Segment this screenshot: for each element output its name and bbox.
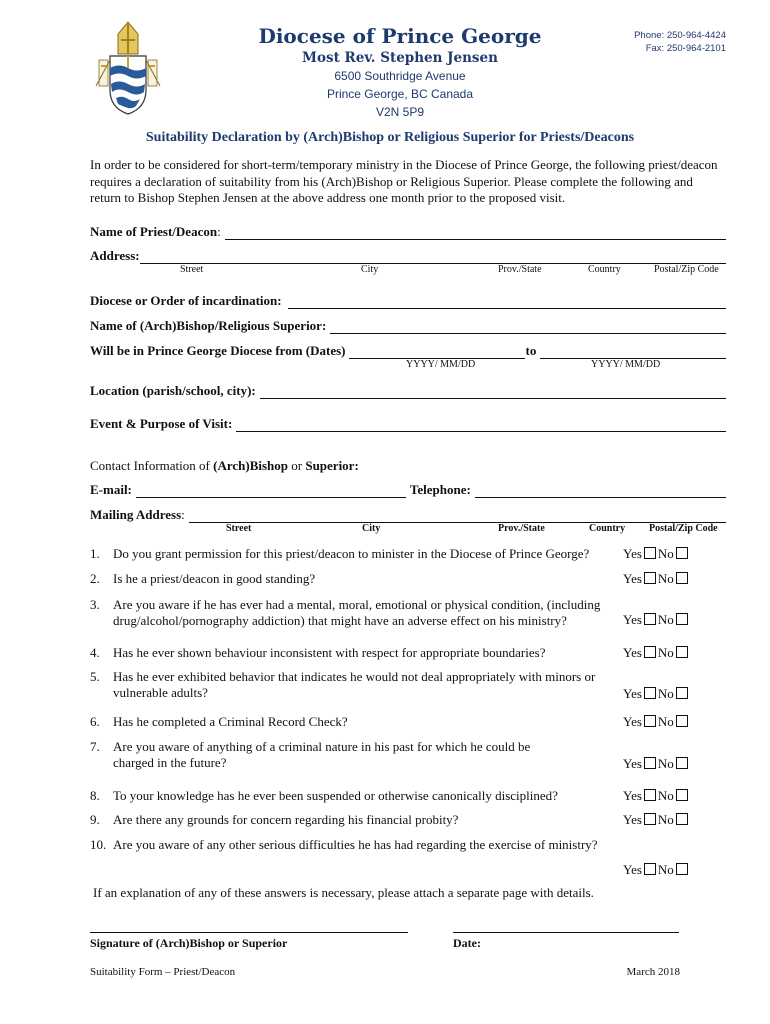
yes-checkbox[interactable] [644,687,656,699]
yes-checkbox[interactable] [644,813,656,825]
question-text-continued: vulnerable adults? [113,685,208,700]
yes-no-group [623,612,690,628]
address-sub-street: Street [180,264,204,275]
question-number: 8. [90,788,100,803]
yes-checkbox[interactable] [644,789,656,801]
diocese-label: Diocese or Order of incardination: [90,293,282,308]
bishop-name: Most Rev. Stephen Jensen [302,50,498,66]
contact-intro-a: Contact Information of [90,458,214,473]
question-number: 2. [90,571,100,586]
no-label: No [657,862,674,877]
name-colon: : [217,224,221,239]
no-checkbox[interactable] [676,715,688,727]
diocese-input-line[interactable] [288,293,726,309]
yes-checkbox[interactable] [644,715,656,727]
yes-no-group [623,546,690,562]
footer-form-name: Suitability Form – Priest/Deacon [90,966,236,978]
address-line-1: 6500 Southridge Avenue [334,69,466,83]
dates-label: Will be in Prince George Diocese from (Dates) [90,343,346,358]
question-number: 1. [90,546,100,561]
mailing-sub-country: Country [589,523,626,534]
no-label: No [657,788,674,803]
question-text: Are you aware if he has ever had a mental, moral, emotional or physical condition, (including [113,597,601,612]
question-text: Are you aware of anything of a criminal nature in his past for which he could be [113,739,531,754]
yes-no-group [623,571,690,587]
name-input-line[interactable] [225,224,726,240]
address-sub-country: Country [588,264,621,275]
date-from-input-line[interactable] [349,343,525,359]
question-text-continued: drug/alcohol/pornography addiction) that might have an adverse effect on his ministry? [113,613,567,628]
question-number: 5. [90,669,100,684]
date-to-input-line[interactable] [540,343,726,359]
email-telephone-row [90,482,726,498]
question-number: 9. [90,812,100,827]
yes-label: Yes [623,546,642,561]
location-field-row [90,383,726,399]
no-label: No [657,686,674,701]
postal-code: V2N 5P9 [375,105,425,119]
dates-to-label: to [525,343,537,358]
contact-intro-d: Superior: [305,458,359,473]
fax: Fax: 250-964-2101 [645,43,726,54]
superior-field-row [90,318,726,334]
email-input-line[interactable] [136,482,406,498]
address-sub-postal: Postal/Zip Code [654,264,719,275]
no-checkbox[interactable] [676,572,688,584]
question-text: Has he ever shown behaviour inconsistent with respect for appropriate boundaries? [113,645,546,660]
phone: Phone: 250-964-4424 [634,30,726,41]
question-number: 3. [90,597,100,612]
yes-label: Yes [623,788,642,803]
yes-no-group [623,862,690,878]
intro-paragraph: In order to be considered for short-term/temporary ministry in the Diocese of Prince George, the following priest/deacon requires a declaration of suitability from his (Arch)Bishop or Religious Superior. Please complete the following and return to Bishop Stephen Jensen at the above address one month prior to the proposed visit. [90,157,718,205]
date-from-format: YYYY/ MM/DD [406,359,476,370]
superior-input-line[interactable] [330,318,726,334]
no-label: No [657,714,674,729]
question-number: 4. [90,645,100,660]
mailing-address-row [90,507,726,523]
date-to-format: YYYY/ MM/DD [591,359,661,370]
address-line-2: Prince George, BC Canada [326,87,474,101]
question-text: Has he ever exhibited behavior that indicates he would not deal appropriately with minors or [113,669,596,684]
no-checkbox[interactable] [676,757,688,769]
yes-checkbox[interactable] [644,757,656,769]
mailing-sub-prov: Prov./State [498,523,545,534]
yes-checkbox[interactable] [644,613,656,625]
name-field-row [90,224,726,240]
question-text-continued: charged in the future? [113,755,227,770]
contact-intro-c: or [288,458,306,473]
yes-label: Yes [623,612,642,627]
event-input-line[interactable] [236,416,726,432]
form-title: Suitability Declaration by (Arch)Bishop or Religious Superior for Priests/Deacons [145,130,635,145]
question-number: 6. [90,714,100,729]
yes-no-group [623,756,690,772]
yes-label: Yes [623,571,642,586]
no-checkbox[interactable] [676,646,688,658]
yes-label: Yes [623,686,642,701]
yes-no-group [623,686,690,702]
signature-input-line[interactable] [90,920,408,933]
address-label: Address: [90,248,140,263]
no-checkbox[interactable] [676,687,688,699]
date-input-line[interactable] [453,920,679,933]
yes-checkbox[interactable] [644,547,656,559]
yes-no-group [623,812,690,828]
question-text: To your knowledge has he ever been suspended or otherwise canonically disciplined? [113,788,558,803]
question-text: Are there any grounds for concern regarding his financial probity? [113,812,459,827]
no-checkbox[interactable] [676,863,688,875]
yes-no-group [623,788,690,804]
yes-checkbox[interactable] [644,646,656,658]
yes-label: Yes [623,812,642,827]
no-label: No [657,812,674,827]
no-label: No [657,612,674,627]
yes-checkbox[interactable] [644,863,656,875]
question-text: Is he a priest/deacon in good standing? [113,571,316,586]
address-sub-city: City [361,264,379,275]
event-field-row [90,416,726,432]
address-input-line[interactable] [140,248,726,264]
explanation-note: If an explanation of any of these answers is necessary, please attach a separate page with details. [93,885,594,900]
question-number: 10. [90,837,107,852]
date-label: Date: [453,936,481,950]
mailing-sub-street: Street [226,523,252,534]
no-label: No [657,645,674,660]
address-sub-prov: Prov./State [498,264,542,275]
diocesan-crest-icon [94,20,162,116]
yes-no-group [623,645,690,661]
no-label: No [657,756,674,771]
name-label: Name of Priest/Deacon [90,224,218,239]
org-title: Diocese of Prince George [258,24,542,48]
contact-intro [90,458,359,474]
footer-date: March 2018 [626,966,680,978]
no-checkbox[interactable] [676,547,688,559]
yes-label: Yes [623,714,642,729]
mailing-label: Mailing Address [90,507,182,522]
location-input-line[interactable] [260,383,726,399]
mailing-sub-postal: Postal/Zip Code [649,523,718,534]
diocese-field-row [90,293,726,309]
mailing-colon: : [181,507,185,522]
question-text: Do you grant permission for this priest/deacon to minister in the Diocese of Prince George? [113,546,590,561]
signature-label: Signature of (Arch)Bishop or Superior [90,936,288,950]
question-number: 7. [90,739,100,754]
yes-label: Yes [623,862,642,877]
yes-no-group [623,714,690,730]
email-label: E-mail: [90,482,132,497]
yes-checkbox[interactable] [644,572,656,584]
telephone-input-line[interactable] [475,482,726,498]
no-checkbox[interactable] [676,813,688,825]
question-text: Has he completed a Criminal Record Check? [113,714,348,729]
mailing-sub-city: City [362,523,381,534]
no-label: No [657,571,674,586]
dates-field-row [90,343,726,359]
address-field-row [90,248,726,264]
no-checkbox[interactable] [676,613,688,625]
mailing-input-line[interactable] [189,507,726,523]
superior-label: Name of (Arch)Bishop/Religious Superior: [90,318,327,333]
question-text: Are you aware of any other serious difficulties he has had regarding the exercise of ministry? [113,837,598,852]
telephone-label: Telephone: [409,482,471,497]
no-label: No [657,546,674,561]
location-label: Location (parish/school, city): [90,383,256,398]
yes-label: Yes [623,756,642,771]
no-checkbox[interactable] [676,789,688,801]
contact-intro-b: (Arch)Bishop [213,458,288,473]
yes-label: Yes [623,645,642,660]
event-label: Event & Purpose of Visit: [90,416,233,431]
